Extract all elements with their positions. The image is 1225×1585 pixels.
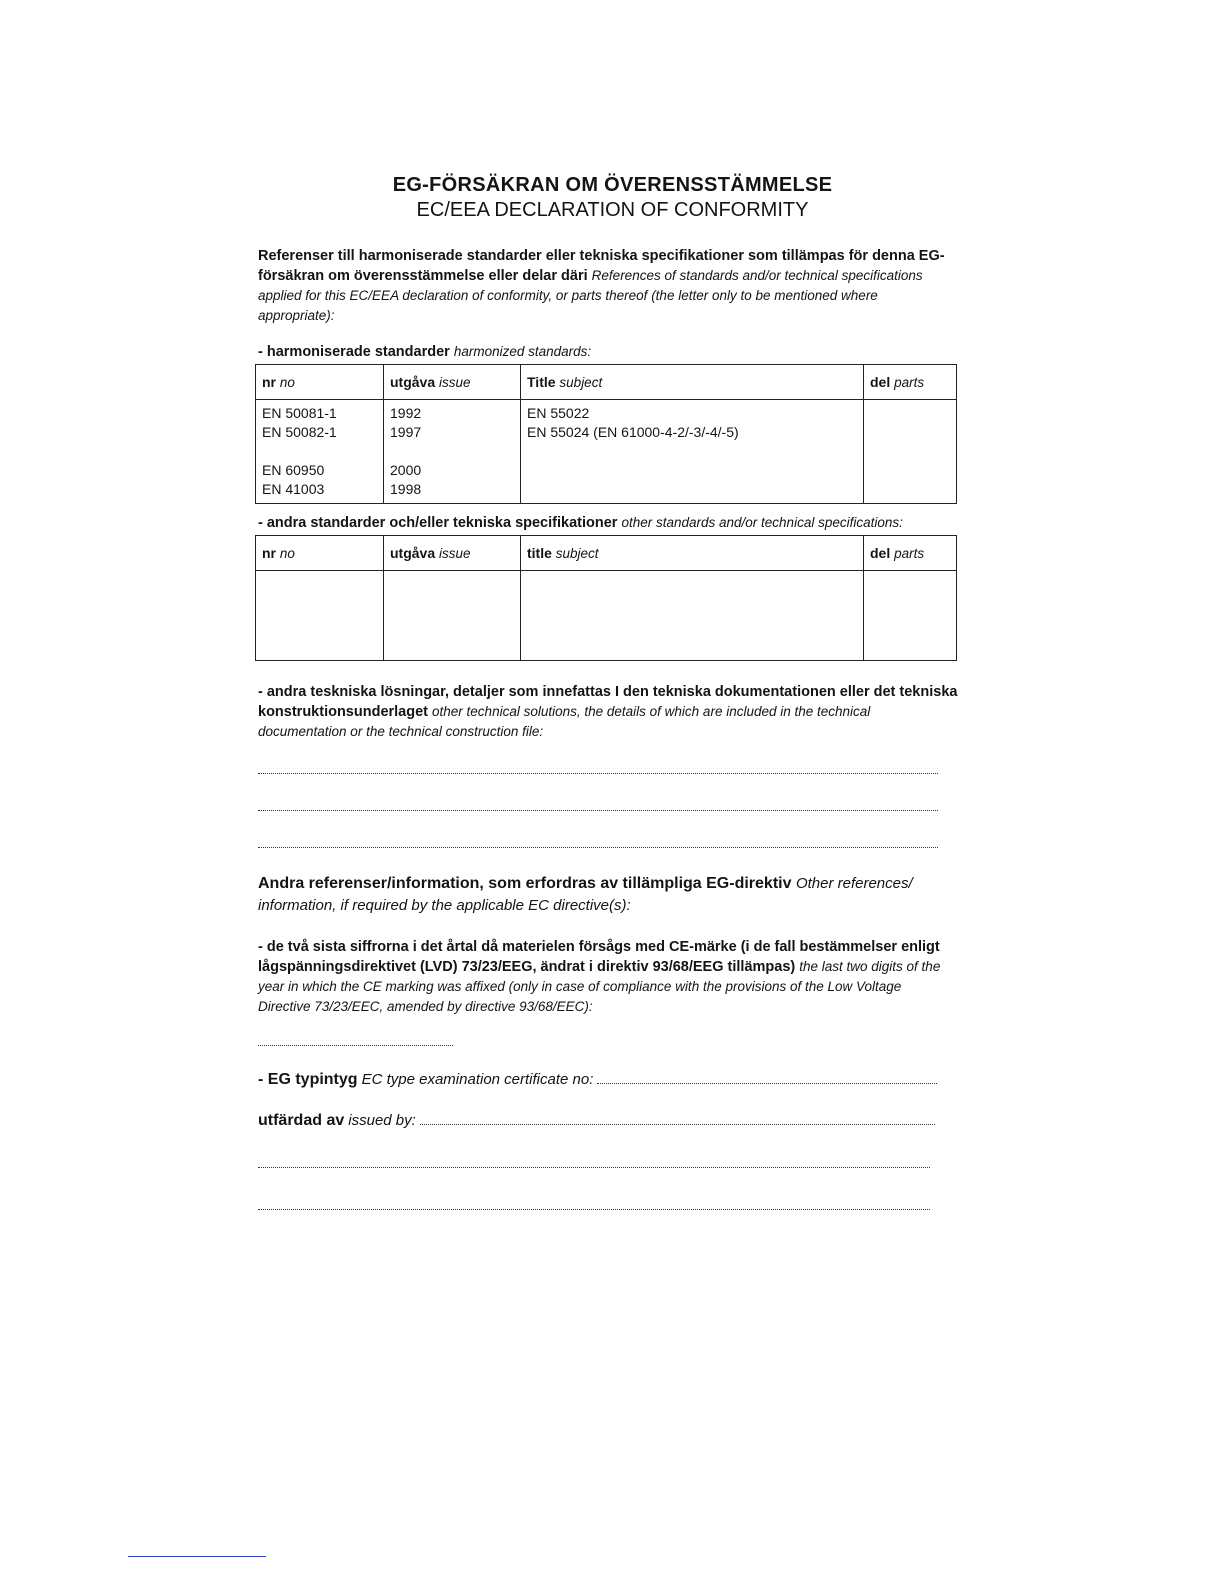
issued-by-label-sv: utfärdad av — [258, 1112, 345, 1129]
fill-in-line[interactable] — [258, 809, 938, 811]
cell-title: EN 55022 EN 55024 (EN 61000-4-2/-3/-4/-5) — [521, 400, 864, 504]
document-title: EG-FÖRSÄKRAN OM ÖVERENSSTÄMMELSE — [392, 174, 833, 196]
certificate-number-input[interactable] — [597, 1071, 937, 1084]
fill-in-line[interactable] — [258, 846, 938, 848]
ce-year-text-sv: - de två sista siffrorna i det årtal då materielen försågs med CE-märke (i de fall bestämmelser enligt lågspänningsdirektivet (LVD) 73/23/EEG, ändrat i direktiv 93/68/EEG tillämpas) — [258, 939, 940, 975]
other-references-text-en: Other references/ information, if required by the applicable EC directive(s): — [258, 875, 913, 914]
cell-nr — [256, 571, 384, 661]
intro-text-sv: Referenser till harmoniserade standarder eller tekniska specifikationer som tillämpas för denna EG-försäkran om överensstämmelse eller delar däri — [258, 248, 945, 284]
header-parts: del parts — [864, 536, 957, 571]
other-standards-label-sv: - andra standarder och/eller tekniska specifikationer — [258, 515, 618, 531]
header-parts: del parts — [864, 365, 957, 400]
other-references-text-sv: Andra referenser/information, som erfordras av tillämpliga EG-direktiv — [258, 875, 792, 892]
fill-in-line[interactable] — [258, 1208, 930, 1210]
issued-by-input[interactable] — [420, 1112, 935, 1125]
certificate-label-sv: - EG typintyg — [258, 1071, 358, 1088]
harmonized-label-sv: - harmoniserade standarder — [258, 344, 450, 360]
harmonized-label-en: harmonized standards: — [453, 344, 592, 359]
intro-paragraph — [258, 246, 958, 326]
table-header-row — [256, 365, 957, 400]
other-solutions-paragraph — [258, 682, 958, 742]
header-title: Title subject — [521, 365, 864, 400]
table-header-row — [256, 536, 957, 571]
table-row — [256, 571, 957, 661]
cell-parts — [864, 400, 957, 504]
cell-title — [521, 571, 864, 661]
cell-issue: 1992 1997 2000 1998 — [384, 400, 521, 504]
table-row — [256, 400, 957, 504]
issued-by-field — [258, 1112, 935, 1130]
intro-text-en: References of standards and/or technical specifications applied for this EC/EEA declaration of conformity, or parts thereof (the letter only to be mentioned where appropriate): — [258, 268, 923, 323]
ce-year-field[interactable] — [258, 1044, 453, 1046]
other-solutions-text-en: other technical solutions, the details of which are included in the technical documentation or the technical construction file: — [258, 704, 871, 739]
issued-by-label-en: issued by: — [348, 1112, 416, 1129]
header-title: title subject — [521, 536, 864, 571]
header-nr: nr no — [256, 365, 384, 400]
harmonized-standards-table — [255, 364, 957, 504]
header-issue: utgåva issue — [384, 365, 521, 400]
other-references-paragraph — [258, 873, 958, 917]
cell-nr: EN 50081-1 EN 50082-1 EN 60950 EN 41003 — [256, 400, 384, 504]
certificate-field — [258, 1071, 937, 1089]
other-standards-label-en: other standards and/or technical specifications: — [621, 515, 903, 530]
ce-year-text-en: the last two digits of the year in which the CE marking was affixed (only in case of compliance with the provisions of the Low Voltage Directive 73/23/EEC, amended by directive 93/68/EEC): — [258, 959, 941, 1014]
other-standards-table — [255, 535, 957, 661]
certificate-label-en: EC type examination certificate no: — [361, 1071, 594, 1088]
harmonized-standards-label — [258, 344, 591, 360]
ce-year-paragraph — [258, 937, 950, 1017]
cell-parts — [864, 571, 957, 661]
document-subtitle: EC/EEA DECLARATION OF CONFORMITY — [416, 199, 809, 221]
other-solutions-text-sv: - andra teskniska lösningar, detaljer som innefattas I den tekniska dokumentationen eller det tekniska konstruktionsunderlaget — [258, 684, 958, 720]
fill-in-line[interactable] — [258, 1166, 930, 1168]
footer-divider — [128, 1556, 266, 1557]
header-nr: nr no — [256, 536, 384, 571]
header-issue: utgåva issue — [384, 536, 521, 571]
other-standards-label — [258, 515, 903, 531]
fill-in-line[interactable] — [258, 772, 938, 774]
cell-issue — [384, 571, 521, 661]
